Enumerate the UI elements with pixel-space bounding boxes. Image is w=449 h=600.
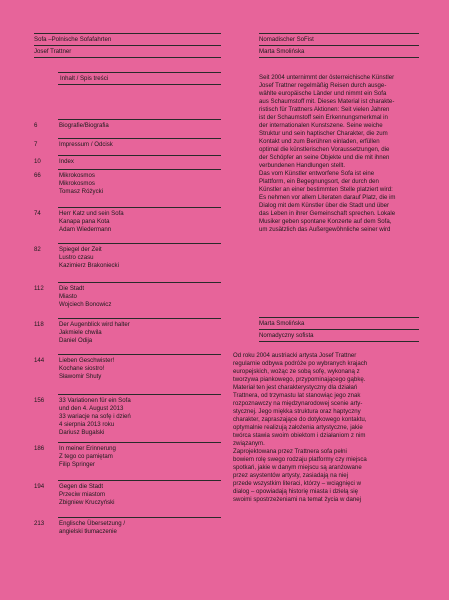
toc-entry-line: und den 4. August 2013	[59, 405, 124, 412]
toc-page-number: 144	[34, 357, 45, 364]
toc-entry-line: Daniel Odija	[59, 337, 93, 344]
toc-entry-text	[59, 483, 115, 507]
toc-rule	[58, 207, 221, 208]
rule-top-right	[259, 33, 419, 34]
toc-entry-line: Przeciw miastom	[59, 491, 106, 498]
toc-entry-line: Zbigniew Kruczyński	[59, 499, 115, 506]
toc-entry-line: Jakmiele chwila	[59, 329, 102, 336]
toc-entry-text	[59, 141, 113, 149]
toc-entry-line: Lustro czasu	[59, 254, 94, 261]
toc-page-number: 112	[34, 285, 44, 292]
toc-page-number: 7	[34, 141, 38, 148]
article-author-de: Marta Smolińska	[259, 48, 305, 55]
toc-entry-text	[59, 321, 130, 345]
toc-entry-line: 33 Variationen für ein Sofa	[59, 397, 131, 404]
toc-entry-text	[59, 122, 109, 130]
toc-page-number: 194	[34, 483, 45, 490]
toc-entry-line: Adam Wiedermann	[59, 226, 112, 233]
rule-top-left	[34, 33, 221, 34]
toc-page-number: 10	[34, 158, 41, 165]
toc-rule	[58, 169, 221, 170]
toc-entry-line: Wojciech Bonowicz	[59, 301, 112, 308]
toc-entry-line: Gegen die Stadt	[59, 483, 104, 490]
toc-entry-line: Index	[59, 158, 74, 165]
toc-entry-line: Tomasz Różycki	[59, 188, 104, 195]
toc-entry-text	[59, 172, 103, 196]
toc-entry-text	[59, 210, 124, 234]
article-body-pl: Od roku 2004 austriacki artysta Josef Trattner regularnie odbywa podróże po wybranych krajach europejskich, wożąc ze sobą sofę, wykonaną z tworzywa piankowego, przypominającego gąbkę. Materiał ten jest charakterystyczny dla działań Trattnera, od trzymastu lat stanowiąc jego znak rozpoznawczy na międzynarodowej scenie arty- stycznej. Jego miękka struktura oraz haptyczny charakter, zapraszające do dotykowego kontaktu, optymalnie realizują założenia artystyczne, jakie twórca stawia swoim obiektom i działaniom z nim związanym. Zaprojektowana przez Trattnera sofa pełni bowiem rolę swego rodzaju platformy czy miejsca spotkań, jakie w danym miejscu są aranżowane przez asystentów artysty, zasiadają na niej przede wszystkim literaci, którzy – wciągnięci w dialog – opowiadają historię miasta i dzielą się swoimi spostrzeżeniami na temat życia w danej	[233, 352, 368, 503]
toc-rule	[58, 138, 221, 139]
toc-entry-line: 4 sierpnia 2013 roku	[59, 421, 115, 428]
toc-entry-line: 33 wariacje na sofę i dzień	[59, 413, 131, 420]
toc-entry-line: Miasto	[59, 293, 77, 300]
rule-under-author-right	[259, 57, 419, 58]
book-title: Sofa –Polnische Sofafahrten	[34, 36, 112, 43]
toc-entry-line: Spiegel der Zeit	[59, 246, 102, 253]
book-author: Josef Trattner	[34, 48, 72, 55]
toc-page-number: 82	[34, 246, 41, 253]
toc-rule	[58, 318, 221, 319]
toc-entry-line: Dariusz Bugalski	[59, 429, 105, 436]
rule-under-pl-title	[259, 341, 419, 342]
toc-page-number: 118	[34, 321, 44, 328]
toc-entry-line: Kochane siostro!	[59, 365, 105, 372]
toc-entry-line: Der Augenblick wird halter	[59, 321, 130, 328]
toc-entry-text	[59, 445, 116, 469]
toc-entry-line: Kazimierz Brakoniecki	[59, 262, 119, 269]
toc-entry-line: Sławomir Shuty	[59, 373, 102, 380]
toc-page-number: 6	[34, 122, 38, 129]
toc-entry-line: Biografie/Biografia	[59, 122, 109, 129]
rule-under-pl-author	[259, 329, 419, 330]
toc-entry-line: Z tego co pamiętam	[59, 453, 113, 460]
toc-entry-text	[59, 285, 111, 309]
toc-page-number: 74	[34, 210, 41, 217]
toc-rule	[58, 354, 221, 355]
toc-entry-text	[59, 357, 114, 381]
toc-page-number: 186	[34, 445, 45, 452]
toc-rule	[58, 282, 221, 283]
toc-heading: Inhalt / Spis treści	[60, 75, 109, 82]
toc-rule	[58, 243, 221, 244]
toc-page-number: 66	[34, 172, 41, 179]
toc-entry-line: Herr Katz und sein Sofa	[59, 210, 124, 217]
toc-entry-line: Kanapa pana Kota	[59, 218, 110, 225]
rule-above-pl-author	[259, 317, 419, 318]
rule-under-toc-heading	[58, 84, 221, 85]
toc-entry-line: Englische Übersetzung /	[59, 520, 126, 527]
toc-rule	[58, 394, 221, 395]
toc-entry-line: Impressum / Odcisk	[59, 141, 113, 148]
rule-under-title-right	[259, 45, 419, 46]
article-title-de: Nomadischer SoFist	[259, 36, 314, 43]
article-title-pl: Nomadyczny sofista	[259, 332, 314, 339]
toc-entry-line: In meiner Erinnerung	[59, 445, 116, 452]
toc-entry-text	[59, 246, 119, 270]
toc-rule	[58, 119, 221, 120]
toc-entry-line: angielski tłumaczenie	[59, 528, 117, 535]
rule-under-title-left	[34, 45, 221, 46]
toc-entry-text	[59, 520, 125, 536]
toc-entry-line: Lieben Geschwister!	[59, 357, 115, 364]
toc-rule	[58, 155, 221, 156]
article-author-pl: Marta Smolińska	[259, 320, 305, 327]
article-body-de: Seit 2004 unternimmt der österreichische Künstler Josef Trattner regelmäßig Reisen durch ausge- wählte europäische Länder und nimmt ein Sofa aus Schaumstoff mit. Dieses Material ist charakte- ristisch für Trattners Aktionen: Seit vielen Jahren ist der Schaumstoff sein Erkennungsmerkmal in der internationalen Kunstszene. Seine weiche Struktur und sein haptischer Charakter, die zum Kontakt und zum Berühren einladen, erfüllen optimal die künstlerischen Voraussetzungen, die der Schöpfer an seine Objekte und die mit ihnen verbundenen Handlungen stellt. Das vom Künstler entworfene Sofa ist eine Plattform, ein Begegnungsort, der durch den Künstler an einer bestimmten Stelle platziert wird: Es nehmen vor allem Literaten darauf Platz, die im Dialog mit dem Künstler über die Stadt und über das Leben in ihrer Gemeinschaft sprechen. Lokale Musiker geben spontane Konzerte auf dem Sofa, um zusätzlich das Außergewöhnliche seiner wird	[259, 74, 396, 233]
toc-entry-line: Mikrokosmos	[59, 172, 95, 179]
toc-rule	[58, 442, 221, 443]
toc-page-number: 156	[34, 397, 45, 404]
rule-above-toc	[58, 72, 221, 73]
toc-entry-text	[59, 397, 131, 437]
toc-page-number: 213	[34, 520, 45, 527]
toc-entry-line: Filip Springer	[59, 461, 95, 468]
toc-entry-line: Die Stadt	[59, 285, 85, 292]
toc-rule	[58, 517, 221, 518]
rule-under-author-left	[34, 57, 221, 58]
toc-entry-line: Mikrokosmos	[59, 180, 95, 187]
toc-rule	[58, 480, 221, 481]
toc-entry-text	[59, 158, 74, 166]
